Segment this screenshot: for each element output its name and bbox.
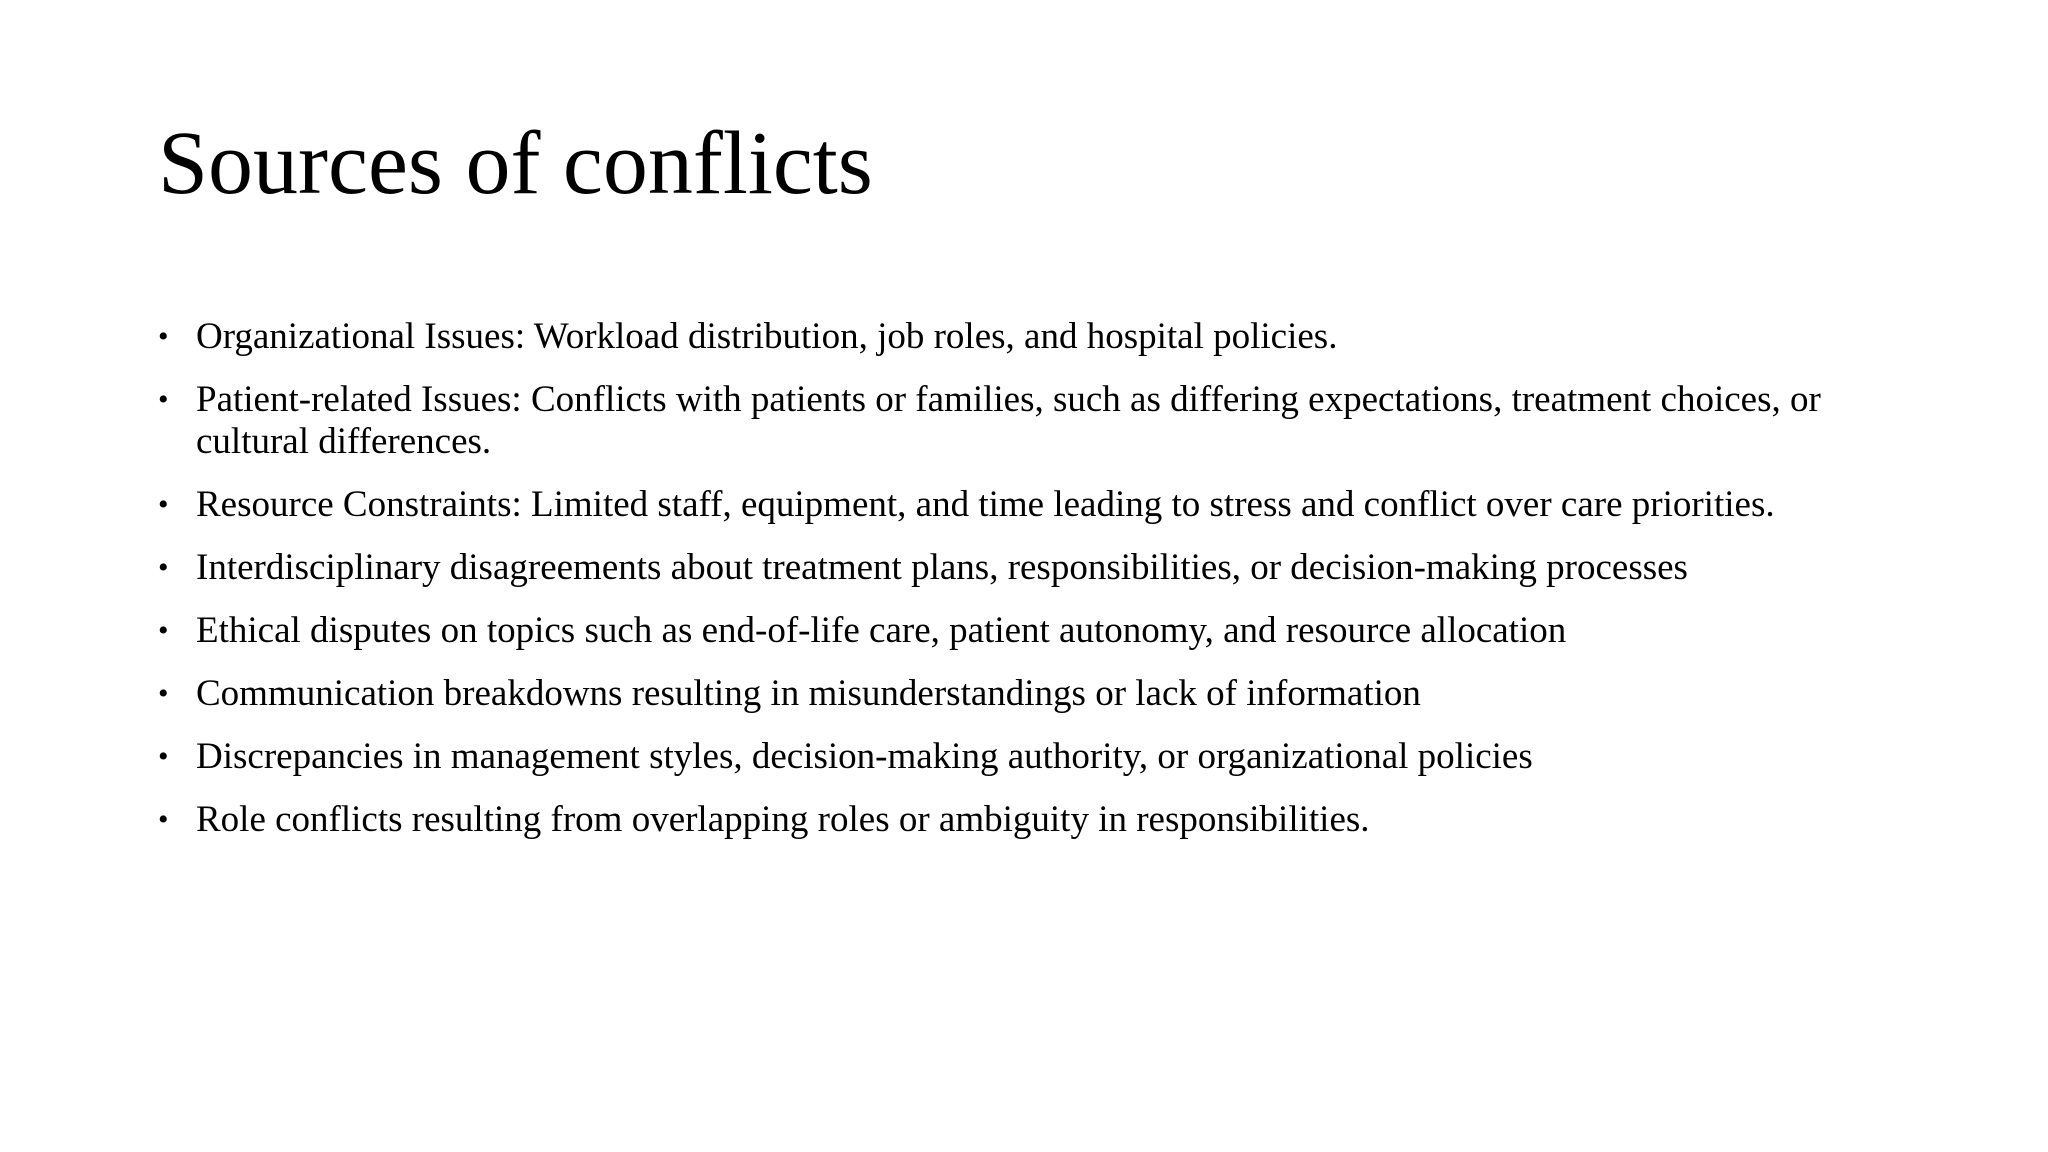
bullet-text: Organizational Issues: Workload distribution, job roles, and hospital policies.: [196, 316, 1338, 357]
list-item: [158, 799, 1918, 841]
bullet-icon: •: [158, 803, 169, 836]
list-item: [158, 547, 1918, 589]
bullet-list: [158, 316, 1918, 862]
bullet-text: Discrepancies in management styles, decision-making authority, or organizational policies: [196, 736, 1533, 777]
list-item: [158, 484, 1918, 526]
slide-title: Sources of conflicts: [158, 114, 873, 213]
bullet-icon: •: [158, 551, 169, 584]
bullet-text: Resource Constraints: Limited staff, equipment, and time leading to stress and conflict over care priorities.: [196, 484, 1775, 525]
bullet-icon: •: [158, 383, 169, 416]
bullet-icon: •: [158, 614, 169, 647]
bullet-icon: •: [158, 320, 169, 353]
bullet-icon: •: [158, 488, 169, 521]
list-item: [158, 736, 1918, 778]
bullet-icon: •: [158, 740, 169, 773]
bullet-icon: •: [158, 677, 169, 710]
list-item: [158, 316, 1918, 358]
bullet-text: Communication breakdowns resulting in misunderstandings or lack of information: [196, 673, 1421, 714]
bullet-text: Patient-related Issues: Conflicts with patients or families, such as differing expectations, treatment choices, or cultural differences.: [196, 379, 1821, 462]
bullet-text: Ethical disputes on topics such as end-of-life care, patient autonomy, and resource allocation: [196, 610, 1567, 651]
list-item: [158, 610, 1918, 652]
bullet-text: Role conflicts resulting from overlapping roles or ambiguity in responsibilities.: [196, 799, 1370, 840]
bullet-text: Interdisciplinary disagreements about treatment plans, responsibilities, or decision-making processes: [196, 547, 1688, 588]
list-item: [158, 379, 1918, 463]
list-item: [158, 673, 1918, 715]
